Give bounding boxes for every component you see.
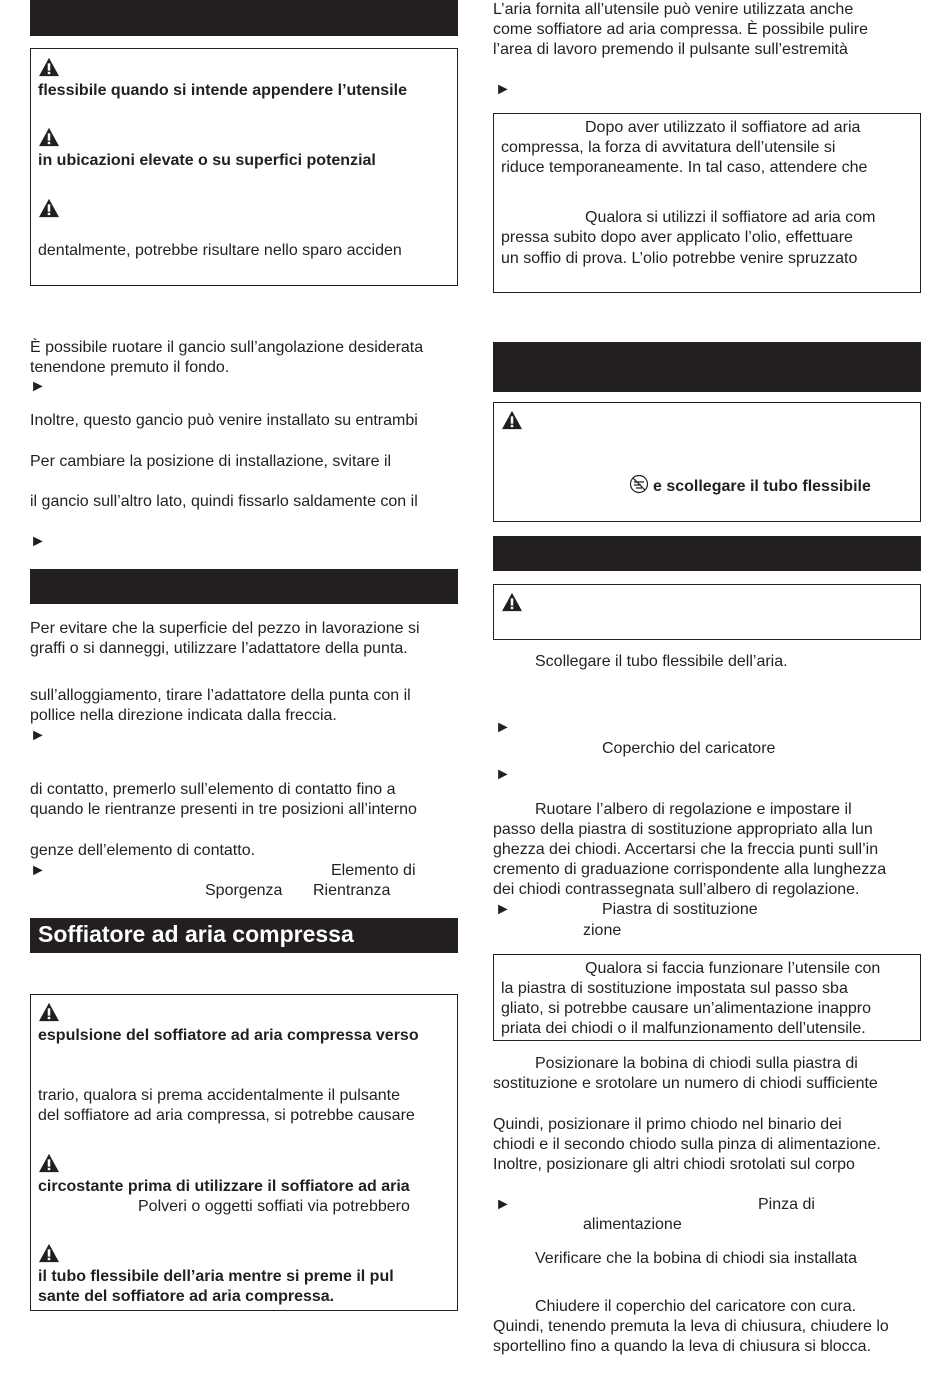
warning-text: espulsione del soffiatore ad aria compressa verso	[38, 1027, 419, 1044]
warning-text-bold: e scollegare il tubo flessibile	[653, 478, 871, 495]
step-text: Scollegare il tubo flessibile dell’aria.	[535, 653, 788, 670]
figure-label: Rientranza	[313, 882, 391, 899]
pointer-arrow-icon: ►	[495, 766, 511, 783]
step-text: Inoltre, posizionare gli altri chiodi srotolati sul corpo	[493, 1156, 855, 1173]
step-text: passo della piastra di sostituzione appropriato alla lun	[493, 821, 873, 838]
warning-text: trario, qualora si prema accidentalmente il pulsante	[38, 1087, 400, 1104]
figure-label: Sporgenza	[205, 882, 283, 899]
step-text: cremento di graduazione corrispondente alla lunghezza	[493, 861, 887, 878]
figure-label: alimentazione	[583, 1216, 682, 1233]
pointer-arrow-icon: ►	[30, 533, 46, 550]
warning-triangle-icon	[501, 410, 523, 430]
hook-paragraph: il gancio sull’altro lato, quindi fissarlo saldamente con il	[30, 493, 418, 510]
warning-text: dentalmente, potrebbe risultare nello sparo acciden	[38, 242, 402, 259]
section-header-bar-loading	[493, 342, 921, 392]
warning-box-loading	[493, 402, 921, 522]
section-header-bar-hanger	[30, 0, 458, 36]
warning-text: del soffiatore ad aria compressa, si potrebbe causare	[38, 1107, 415, 1124]
adapter-paragraph: pollice nella direzione indicata dalla freccia.	[30, 707, 337, 724]
warning-box-nails	[493, 584, 921, 640]
warning-text: flessibile quando si intende appendere l’utensile	[38, 82, 407, 99]
warning-text: in ubicazioni elevate o su superfici potenzial	[38, 152, 376, 169]
note-text: la piastra di sostituzione impostata sul passo sba	[501, 980, 848, 997]
step-text: Verificare che la bobina di chiodi sia installata	[535, 1250, 857, 1267]
pointer-arrow-icon: ►	[30, 862, 46, 879]
note-text: riduce temporaneamente. In tal caso, attendere che	[501, 159, 868, 176]
intro-paragraph: L’aria fornita all’utensile può venire utilizzata anche	[493, 1, 854, 18]
warning-triangle-icon	[38, 198, 60, 218]
hook-paragraph: Inoltre, questo gancio può venire installato su entrambi	[30, 412, 418, 429]
pointer-arrow-icon: ►	[30, 727, 46, 744]
figure-label: zione	[583, 922, 622, 939]
adapter-paragraph: Per evitare che la superficie del pezzo in lavorazione si	[30, 620, 420, 637]
warning-triangle-icon	[38, 1153, 60, 1173]
hook-paragraph: Per cambiare la posizione di installazione, svitare il	[30, 453, 392, 470]
step-text: Chiudere il coperchio del caricatore con cura.	[535, 1298, 857, 1315]
adapter-paragraph: genze dell’elemento di contatto.	[30, 842, 256, 859]
note-text: un soffio di prova. L’olio potrebbe venire spruzzato	[501, 250, 858, 267]
step-text: chiodi e il secondo chiodo sulla pinza di alimentazione.	[493, 1136, 881, 1153]
section-heading-blower: Soffiatore ad aria compressa	[30, 918, 458, 953]
step-text: dei chiodi contrassegnata sull’albero di regolazione.	[493, 881, 860, 898]
step-text: Quindi, posizionare il primo chiodo nel binario dei	[493, 1116, 842, 1133]
note-text: compressa, la forza di avvitatura dell’utensile si	[501, 139, 836, 156]
hook-paragraph: È possibile ruotare il gancio sull’angolazione desiderata	[30, 339, 424, 356]
intro-paragraph: come soffiatore ad aria compressa. È possibile pulire	[493, 21, 868, 38]
figure-label: Piastra di sostituzione	[602, 901, 758, 918]
step-text: ghezza dei chiodi. Accertarsi che la freccia punti sull’in	[493, 841, 879, 858]
note-text: priata dei chiodi o il malfunzionamento dell’utensile.	[501, 1020, 866, 1037]
step-text: Quindi, tenendo premuta la leva di chiusura, chiudere lo	[493, 1318, 889, 1335]
pointer-arrow-icon: ►	[30, 378, 46, 395]
warning-triangle-icon	[38, 1002, 60, 1022]
pointer-arrow-icon: ►	[495, 901, 511, 918]
warning-text: circostante prima di utilizzare il soffiatore ad aria	[38, 1178, 410, 1195]
adapter-paragraph: quando le rientranze presenti in tre posizioni all’interno	[30, 801, 417, 818]
pointer-arrow-icon: ►	[495, 81, 511, 98]
figure-label: Pinza di	[758, 1196, 815, 1213]
adapter-paragraph: sull’alloggiamento, tirare l’adattatore della punta con il	[30, 687, 411, 704]
warning-text: il tubo flessibile dell’aria mentre si preme il pul	[38, 1268, 394, 1285]
warning-text: sante del soffiatore ad aria compressa.	[38, 1288, 335, 1305]
disconnect-symbol-icon	[629, 474, 649, 494]
figure-label: Elemento di	[331, 862, 416, 879]
warning-triangle-icon	[38, 127, 60, 147]
figure-label: Coperchio del caricatore	[602, 740, 776, 757]
pointer-arrow-icon: ►	[495, 719, 511, 736]
step-text: Ruotare l’albero di regolazione e impostare il	[535, 801, 852, 818]
warning-text	[629, 474, 871, 497]
note-text: Qualora si faccia funzionare l’utensile con	[585, 960, 881, 977]
warning-triangle-icon	[501, 592, 523, 612]
warning-triangle-icon	[38, 1243, 60, 1263]
section-header-bar-nails	[493, 536, 921, 571]
step-text: Posizionare la bobina di chiodi sulla piastra di	[535, 1055, 858, 1072]
pointer-arrow-icon: ►	[495, 1196, 511, 1213]
adapter-paragraph: di contatto, premerlo sull’elemento di contatto fino a	[30, 781, 396, 798]
hook-paragraph: tenendone premuto il fondo.	[30, 359, 230, 376]
warning-triangle-icon	[38, 57, 60, 77]
intro-paragraph: l’area di lavoro premendo il pulsante sull’estremità	[493, 41, 848, 58]
note-text: Dopo aver utilizzato il soffiatore ad aria	[585, 119, 861, 136]
step-text: sostituzione e srotolare un numero di chiodi sufficiente	[493, 1075, 878, 1092]
note-text: gliato, si potrebbe causare un’alimentazione inappro	[501, 1000, 872, 1017]
note-text: Qualora si utilizzi il soffiatore ad aria com	[585, 209, 876, 226]
adapter-paragraph: graffi o si danneggi, utilizzare l’adattatore della punta.	[30, 640, 408, 657]
step-text: sportellino fino a quando la leva di chiusura si blocca.	[493, 1338, 872, 1355]
section-header-bar-adapter	[30, 569, 458, 604]
warning-text: Polveri o oggetti soffiati via potrebbero	[138, 1198, 410, 1215]
note-text: pressa subito dopo aver applicato l’olio, effettuare	[501, 229, 853, 246]
